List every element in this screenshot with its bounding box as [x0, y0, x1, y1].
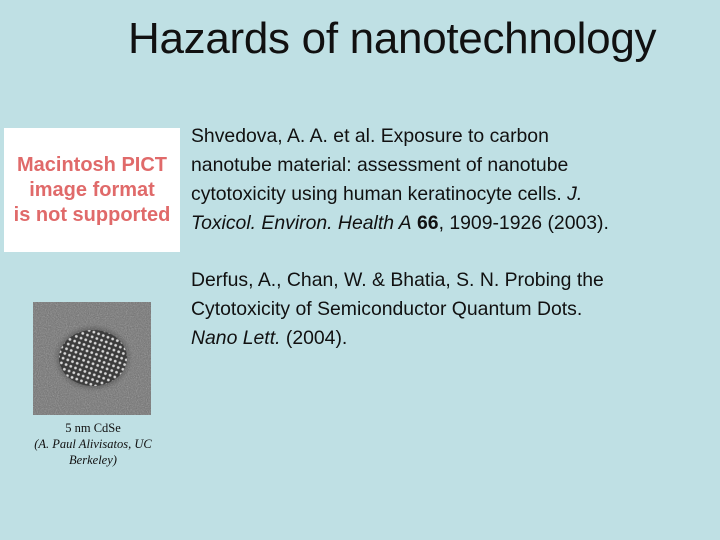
- placeholder-line: image format: [29, 178, 155, 201]
- reference-line: nanotube material: assessment of nanotube: [191, 154, 569, 176]
- reference-line: [191, 324, 604, 353]
- slide-title: Hazards of nanotechnology: [128, 14, 657, 63]
- placeholder-line: Macintosh PICT: [16, 153, 167, 176]
- journal-volume: 66: [416, 212, 439, 234]
- reference-text: cytotoxicity using human keratinocyte cells.: [191, 183, 568, 205]
- reference-year: (2004).: [280, 327, 348, 349]
- quantum-dot-micrograph: [33, 302, 151, 415]
- placeholder-line: is not supported: [13, 203, 171, 226]
- reference-line: Cytotoxicity of Semiconductor Quantum Dots.: [191, 298, 583, 320]
- unsupported-image-placeholder: [4, 128, 180, 252]
- reference-line: Derfus, A., Chan, W. & Bhatia, S. N. Probing the: [191, 269, 604, 291]
- micrograph-caption: [20, 420, 166, 468]
- journal-name: J.: [567, 183, 583, 205]
- reference-line: Shvedova, A. A. et al. Exposure to carbon: [191, 125, 549, 147]
- reference-line: [191, 209, 609, 238]
- journal-name: Toxicol. Environ. Health A: [191, 212, 412, 234]
- reference-shvedova: [191, 122, 609, 238]
- caption-credit: (A. Paul Alivisatos, UC Berkeley): [34, 437, 152, 467]
- caption-size-label: 5 nm CdSe: [65, 421, 121, 435]
- journal-name: Nano Lett.: [191, 327, 281, 349]
- reference-pages-year: , 1909-1926 (2003).: [438, 212, 609, 234]
- reference-derfus: [191, 266, 604, 353]
- reference-line: [191, 180, 609, 209]
